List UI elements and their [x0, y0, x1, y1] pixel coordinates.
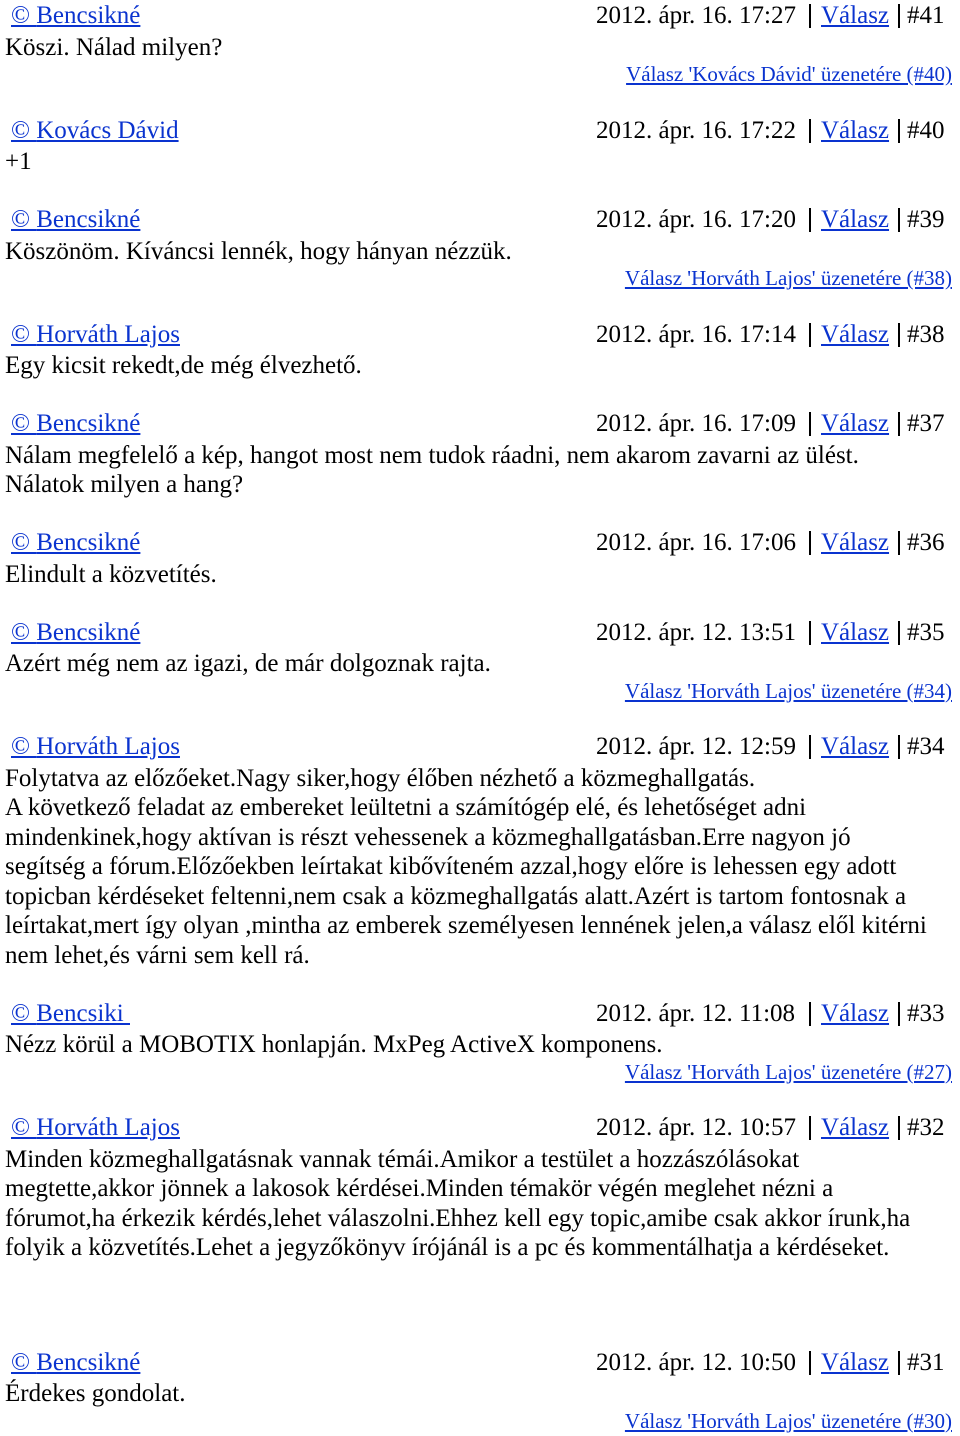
separator [809, 531, 811, 555]
user-icon: © [11, 1114, 30, 1141]
post-body [0, 33, 960, 63]
reply-button[interactable]: Válasz [821, 410, 890, 437]
post-number: #37 [907, 410, 945, 437]
author-name: Horváth Lajos [36, 320, 180, 348]
separator [898, 412, 900, 436]
user-icon: © [11, 1348, 30, 1376]
forum-post [0, 204, 960, 291]
reply-reference-link[interactable]: Válasz 'Horváth Lajos' üzenetére (#34) [624, 678, 952, 703]
post-body-line: Azért még nem az igazi, de már dolgoznak rajta. [5, 650, 491, 677]
user-icon: © [11, 733, 30, 760]
reply-reference-link[interactable]: Válasz 'Horváth Lajos' üzenetére (#38) [624, 266, 952, 290]
post-date: 2012. ápr. 12. 12:59 [596, 733, 796, 760]
separator [809, 1116, 811, 1140]
forum-post [0, 0, 960, 87]
post-body [0, 237, 960, 267]
post-number: #32 [907, 1114, 945, 1141]
post-date: 2012. ápr. 16. 17:06 [596, 529, 796, 556]
post-body-line: Nálam megfelelő a kép, hangot most nem tudok ráadni, nem akarom zavarni az ülést. [5, 441, 859, 469]
author-name: Kovács Dávid [36, 116, 179, 144]
post-body-line: megtette,akkor jönnek a lakosok kérdései.Minden témakör végén meglehet nézni a [5, 1175, 834, 1202]
author-name: Bencsikné [36, 410, 141, 437]
reply-button[interactable]: Válasz [821, 116, 890, 144]
post-header [0, 1347, 960, 1378]
author-name: Horváth Lajos [36, 1114, 180, 1141]
separator [809, 208, 811, 232]
reply-reference-row [0, 62, 960, 87]
separator [809, 4, 811, 28]
post-number: #38 [907, 320, 945, 348]
post-date: 2012. ápr. 16. 17:27 [596, 2, 796, 29]
post-header [0, 115, 960, 146]
author-link[interactable] [11, 115, 179, 146]
post-date: 2012. ápr. 12. 10:50 [596, 1348, 796, 1376]
user-icon: © [11, 529, 30, 556]
post-body-line: Elindult a közvetítés. [5, 560, 217, 588]
reply-button[interactable]: Válasz [821, 618, 890, 646]
reply-button[interactable]: Válasz [821, 2, 890, 29]
author-link[interactable] [11, 319, 180, 350]
separator [898, 208, 900, 232]
user-icon: © [11, 116, 30, 144]
separator [809, 1351, 811, 1375]
post-body-line: Folytatva az előzőeket.Nagy siker,hogy élőben nézhető a közmeghallgatás. [5, 764, 756, 792]
post-number: #40 [907, 116, 945, 144]
separator [898, 1351, 900, 1375]
reply-reference-row [0, 1409, 960, 1434]
separator [898, 531, 900, 555]
reply-button[interactable]: Válasz [821, 320, 890, 348]
post-body-line: nem lehet,és várni sem kell rá. [5, 941, 310, 969]
post-body-line: +1 [5, 148, 32, 175]
separator [898, 323, 900, 347]
author-link[interactable] [11, 731, 180, 762]
author-link[interactable] [11, 527, 140, 558]
separator [809, 1002, 811, 1026]
reply-button[interactable]: Válasz [821, 529, 890, 556]
post-body [0, 649, 960, 679]
post-body-line: mindenkinek,hogy aktívan is részt vehessenek a közmeghallgatásban.Erre nagyon jó [5, 823, 851, 851]
author-name: Bencsikné [36, 206, 141, 233]
author-link[interactable] [11, 998, 130, 1029]
post-number: #41 [907, 2, 945, 29]
separator [809, 735, 811, 759]
user-icon: © [11, 2, 30, 29]
separator [898, 1116, 900, 1140]
post-body [0, 764, 960, 971]
post-body-line: Köszönöm. Kíváncsi lennék, hogy hányan nézzük. [5, 237, 512, 265]
reply-button[interactable]: Válasz [821, 1348, 890, 1376]
post-body [0, 1030, 960, 1060]
post-date: 2012. ápr. 16. 17:20 [596, 206, 796, 233]
separator [898, 4, 900, 28]
post-header [0, 617, 960, 648]
forum-post [0, 527, 960, 589]
forum-post [0, 617, 960, 704]
reply-button[interactable]: Válasz [821, 733, 890, 760]
author-link[interactable] [11, 408, 140, 439]
post-body-line: topicban kérdéseket feltenni,nem csak a közmeghallgatás alatt.Azért is tartom fontosnak a [5, 882, 907, 910]
post-body-line: folyik a közvetítés.Lehet a jegyzőkönyv írójánál is a pc és kommentálhatja a kérdéseket. [5, 1234, 890, 1261]
post-header [0, 998, 960, 1029]
post-body [0, 1145, 960, 1263]
post-header [0, 527, 960, 558]
reply-reference-row [0, 266, 960, 291]
forum-post [0, 408, 960, 500]
user-icon: © [11, 320, 30, 348]
forum-post [0, 731, 960, 970]
reply-button[interactable]: Válasz [821, 1114, 890, 1141]
post-body-line: A következő feladat az embereket leültetni a számítógép elé, és lehetőséget adni [5, 794, 807, 821]
reply-reference-link[interactable]: Válasz 'Horváth Lajos' üzenetére (#30) [624, 1408, 952, 1433]
forum-post [0, 1347, 960, 1434]
reply-reference-link[interactable]: Válasz 'Horváth Lajos' üzenetére (#27) [624, 1059, 952, 1084]
author-name: Bencsikné [36, 618, 141, 646]
separator [809, 119, 811, 143]
post-body-line: Köszi. Nálad milyen? [5, 33, 223, 61]
separator [898, 621, 900, 645]
post-body [0, 1379, 960, 1409]
post-date: 2012. ápr. 16. 17:09 [596, 410, 796, 437]
post-date: 2012. ápr. 12. 13:51 [596, 618, 796, 646]
separator [898, 119, 900, 143]
post-body-line: Nézz körül a MOBOTIX honlapján. MxPeg ActiveX komponens. [5, 1031, 663, 1058]
post-number: #34 [907, 733, 945, 760]
author-name: Bencsikné [36, 1348, 141, 1376]
author-name: Bencsikné [36, 2, 141, 29]
post-body [0, 351, 960, 381]
post-date: 2012. ápr. 16. 17:22 [596, 116, 796, 144]
reply-button[interactable]: Válasz [821, 206, 890, 233]
post-header [0, 1112, 960, 1143]
post-body [0, 560, 960, 590]
author-name: Horváth Lajos [36, 733, 180, 760]
post-date: 2012. ápr. 12. 11:08 [596, 999, 796, 1027]
reply-reference-row [0, 1060, 960, 1085]
post-number: #35 [907, 618, 945, 646]
separator [898, 1002, 900, 1026]
post-body-line: fórumot,ha érkezik kérdés,lehet válaszolni.Ehhez kell egy topic,amibe csak akkor írunk,ha [5, 1204, 911, 1232]
post-number: #31 [907, 1348, 945, 1376]
post-date: 2012. ápr. 16. 17:14 [596, 320, 796, 348]
post-body [0, 441, 960, 500]
author-link[interactable] [11, 617, 140, 648]
user-icon: © [11, 999, 30, 1027]
reply-button[interactable]: Válasz [821, 999, 890, 1027]
forum-post [0, 998, 960, 1085]
separator [809, 412, 811, 436]
post-header [0, 408, 960, 439]
reply-reference-row [0, 679, 960, 704]
author-link[interactable] [11, 1347, 140, 1378]
post-number: #36 [907, 529, 945, 556]
forum-post [0, 319, 960, 381]
post-body-line: Minden közmeghallgatásnak vannak témái.Amikor a testület a hozzászólásokat [5, 1145, 800, 1173]
forum-post [0, 115, 960, 177]
separator [809, 621, 811, 645]
post-body-line: Nálatok milyen a hang? [5, 471, 244, 498]
post-header [0, 319, 960, 350]
post-number: #39 [907, 206, 945, 233]
author-link[interactable] [11, 0, 140, 31]
user-icon: © [11, 618, 30, 646]
separator [898, 735, 900, 759]
post-header [0, 731, 960, 762]
post-date: 2012. ápr. 12. 10:57 [596, 1114, 796, 1141]
post-header [0, 204, 960, 235]
user-icon: © [11, 206, 30, 233]
author-name: Bencsiki [36, 999, 130, 1027]
post-header [0, 0, 960, 31]
post-body-line: Egy kicsit rekedt,de még élvezhető. [5, 352, 362, 379]
user-icon: © [11, 410, 30, 437]
author-name: Bencsikné [36, 529, 141, 556]
post-body-line: segítség a fórum.Előzőekben leírtakat kibővíteném azzal,hogy előre is lehessen egy adott [5, 853, 897, 880]
post-number: #33 [907, 999, 945, 1027]
separator [809, 323, 811, 347]
reply-reference-link[interactable]: Válasz 'Kovács Dávid' üzenetére (#40) [626, 62, 952, 86]
forum-post [0, 1112, 960, 1263]
post-body-line: Érdekes gondolat. [5, 1380, 186, 1407]
post-body [0, 147, 960, 177]
author-link[interactable] [11, 1112, 180, 1143]
author-link[interactable] [11, 204, 140, 235]
post-body-line: leírtakat,mert így olyan ,mintha az emberek személyesen lennének jelen,a válasz elől kitérni [5, 912, 927, 939]
